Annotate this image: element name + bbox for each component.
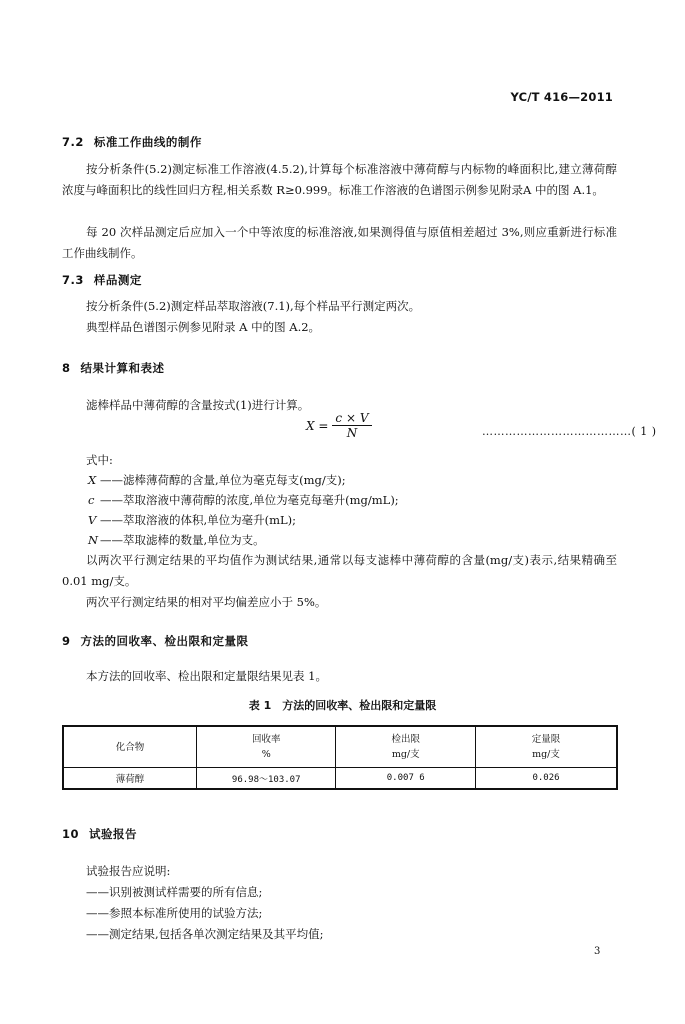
formula-leader-dots: ………………………………… — [482, 425, 632, 438]
section-number: 7.3 — [62, 273, 84, 287]
variables-where-label: 式中: — [86, 453, 113, 467]
document-code: YC/T 416—2011 — [510, 90, 613, 104]
variable-definition — [88, 532, 265, 548]
formula-intro: 滤棒样品中薄荷醇的含量按式(1)进行计算。 — [86, 398, 310, 412]
formula-numerator: c × V — [332, 411, 371, 426]
variable-description: ——萃取滤棒的数量,单位为支。 — [100, 533, 265, 547]
table-title: 表 1 方法的回收率、检出限和定量限 — [248, 699, 437, 712]
section-number: 7.2 — [62, 135, 84, 149]
section-title: 方法的回收率、检出限和定量限 — [80, 634, 249, 648]
results-table — [62, 725, 618, 790]
section-number: 9 — [62, 634, 71, 648]
column-header-recovery: 回收率 % — [196, 726, 336, 768]
table-cell-lod: 0.007 6 — [336, 768, 476, 790]
section-title: 标准工作曲线的制作 — [93, 135, 202, 149]
variable-description: ——萃取溶液的体积,单位为毫升(mL); — [100, 513, 297, 527]
section-number: 8 — [62, 361, 71, 375]
report-item: ——测定结果,包括各单次测定结果及其平均值; — [86, 927, 324, 941]
section-7-2-paragraph-1: 按分析条件(5.2)测定标准工作溶液(4.5.2),计算每个标准溶液中薄荷醇与内标物的峰面积比,建立薄荷醇浓度与峰面积比的线性回归方程,相关系数 R≥0.999。标准工作溶液的色谱图示例参见附录A 中的图 A.1。 — [62, 162, 617, 197]
report-intro: 试验报告应说明: — [86, 864, 171, 878]
column-header-compound: 化合物 — [63, 726, 196, 768]
section-title: 试验报告 — [89, 827, 138, 841]
section-9-heading — [62, 633, 249, 649]
formula-denominator: N — [346, 426, 358, 440]
section-10-heading — [62, 826, 137, 842]
variable-definition — [88, 512, 296, 528]
column-header-loq: 定量限 mg/支 — [475, 726, 617, 768]
section-title: 样品测定 — [93, 273, 142, 287]
rsd-paragraph: 两次平行测定结果的相对平均偏差应小于 5%。 — [86, 595, 327, 609]
section-7-2-paragraph-2: 每 20 次样品测定后应加入一个中等浓度的标准溶液,如果测得值与原值相差超过 3%,则应重新进行标准工作曲线制作。 — [62, 225, 617, 260]
column-header-lod: 检出限 mg/支 — [336, 726, 476, 768]
table-cell-loq: 0.026 — [475, 768, 617, 790]
variable-symbol: V — [88, 513, 97, 527]
variable-symbol: c — [88, 493, 95, 507]
table-cell-recovery: 96.98～103.07 — [196, 768, 336, 790]
table-cell-compound: 薄荷醇 — [63, 768, 196, 790]
table-row — [63, 768, 617, 790]
table-header-row — [63, 726, 617, 768]
result-paragraph: 以两次平行测定结果的平均值作为测试结果,通常以每支滤棒中薄荷醇的含量(mg/支)表示,结果精确至 0.01 mg/支。 — [62, 553, 617, 588]
page-number: 3 — [594, 946, 601, 957]
formula-fraction — [332, 411, 371, 440]
variable-definition — [88, 472, 346, 488]
report-item: ——识别被测试样需要的所有信息; — [86, 885, 263, 899]
section-7-2-heading — [62, 134, 202, 150]
section-title: 结果计算和表述 — [80, 361, 165, 375]
section-7-3-heading — [62, 272, 142, 288]
section-number: 10 — [62, 827, 80, 841]
section-7-3-line-1: 按分析条件(5.2)测定样品萃取溶液(7.1),每个样品平行测定两次。 — [86, 299, 421, 313]
table-reference: 本方法的回收率、检出限和定量限结果见表 1。 — [86, 669, 327, 683]
formula-number: ( 1 ) — [631, 425, 657, 438]
variable-description: ——萃取溶液中薄荷醇的浓度,单位为毫克每毫升(mg/mL); — [100, 493, 399, 507]
formula-1 — [306, 411, 372, 440]
variable-symbol: N — [88, 533, 99, 547]
formula-lhs: X = — [306, 418, 329, 433]
formula-leader-and-number — [482, 425, 657, 438]
variable-definition — [88, 492, 399, 508]
report-item: ——参照本标准所使用的试验方法; — [86, 906, 263, 920]
section-8-heading — [62, 360, 165, 376]
variable-symbol: X — [88, 473, 97, 487]
variable-description: ——滤棒薄荷醇的含量,单位为毫克每支(mg/支); — [100, 473, 346, 487]
section-7-3-line-2: 典型样品色谱图示例参见附录 A 中的图 A.2。 — [86, 320, 321, 334]
